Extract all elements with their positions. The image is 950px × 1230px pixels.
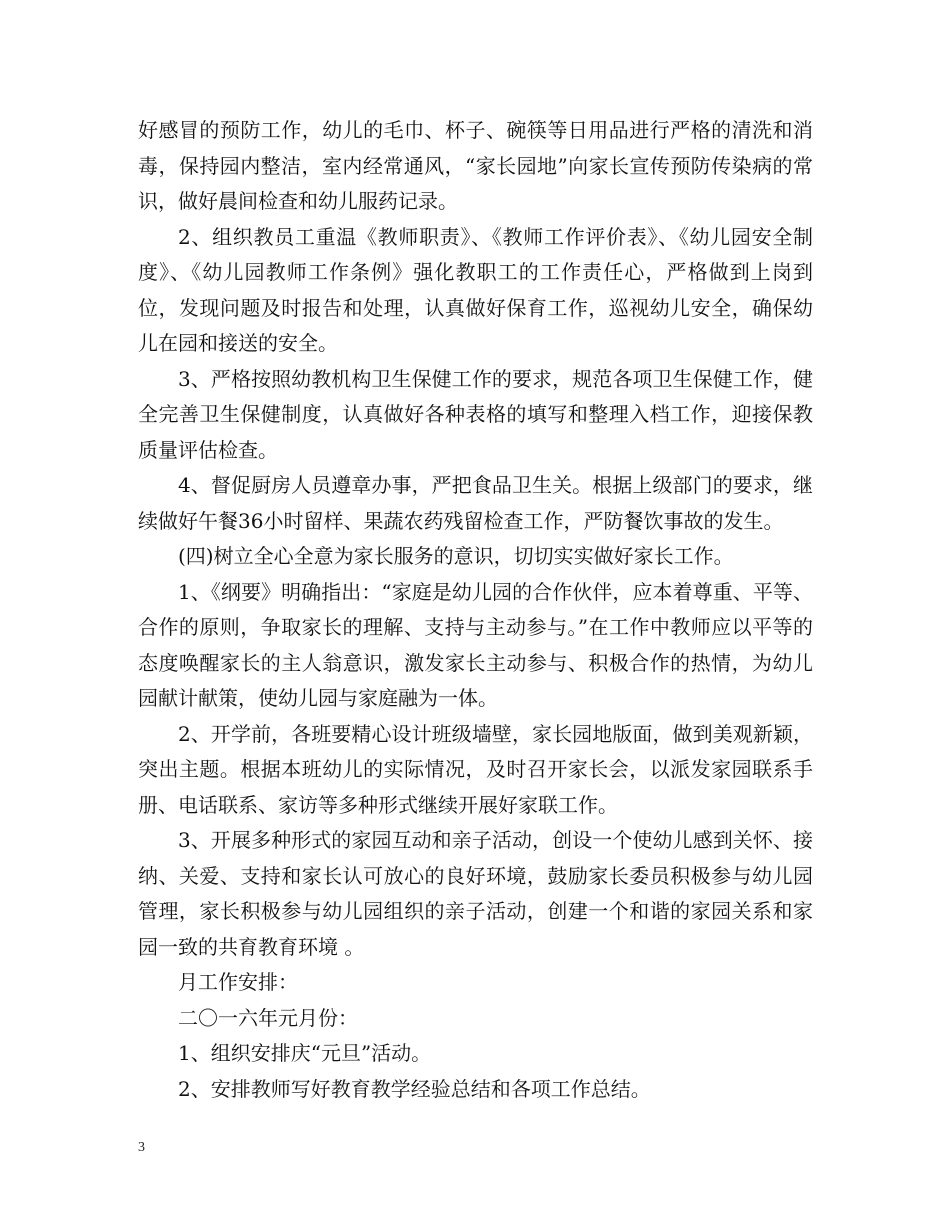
paragraph-continued: 好感冒的预防工作，幼儿的毛巾、杯子、碗筷等日用品进行严格的清洗和消毒，保持园内整洁，室内经常通风，“家长园地”向家长宣传预防传染病的常识，做好晨间检查和幼儿服药记录。 [138,118,813,213]
paragraph-item-4-kitchen-safety: 4、督促厨房人员遵章办事，严把食品卫生关。根据上级部门的要求，继续做好午餐36小时留样、果蔬农药残留检查工作，严防餐饮事故的发生。 [138,473,813,533]
schedule-item-1: 1、组织安排庆“元旦”活动。 [178,1041,432,1065]
paragraph-item-2-staff-duties: 2、组织教员工重温《教师职责》、《教师工作评价表》、《幼儿园安全制度》、《幼儿园教师工作条例》强化教职工的工作责任心，严格做到上岗到位，发现问题及时报告和处理，认真做好保育工作，巡视幼儿安全，确保幼儿在园和接送的安全。 [138,224,813,355]
section-heading-parent-service: (四)树立全心全意为家长服务的意识，切切实实做好家长工作。 [178,544,734,568]
page-number: 3 [138,1140,145,1155]
paragraph-item-3-health-care: 3、严格按照幼教机构卫生保健工作的要求，规范各项卫生保健工作，健全完善卫生保健制度，认真做好各种表格的填写和整理入档工作，迎接保教质量评估检查。 [138,366,813,462]
paragraph-item-1-outline: 1、《纲要》明确指出：“家庭是幼儿园的合作伙伴，应本着尊重、平等、合作的原则，争取家长的理解、支持与主动参与。”在工作中教师应以平等的态度唤醒家长的主人翁意识，激发家长主动参与、积极合作的热情，为幼儿园献计献策，使幼儿园与家庭融为一体。 [138,579,813,710]
paragraph-item-2-class-decoration: 2、开学前，各班要精心设计班级墙壁，家长园地版面，做到美观新颖，突出主题。根据本班幼儿的实际情况，及时召开家长会，以派发家园联系手册、电话联系、家访等多种形式继续开展好家联工作。 [138,721,813,817]
schedule-item-2: 2、安排教师写好教育教学经验总结和各项工作总结。 [178,1076,651,1101]
document-body [138,113,813,1107]
heading-monthly-schedule: 月工作安排： [178,970,298,994]
heading-january: 二〇一六年元月份： [178,1005,358,1030]
paragraph-item-3-parent-child-activities: 3、开展多种形式的家园互动和亲子活动，创设一个使幼儿感到关怀、接纳、关爱、支持和家长认可放心的良好环境，鼓励家长委员积极参与幼儿园管理，家长积极参与幼儿园组织的亲子活动，创建一个和谐的家园关系和家园一致的共育教育环境 。 [138,828,813,959]
